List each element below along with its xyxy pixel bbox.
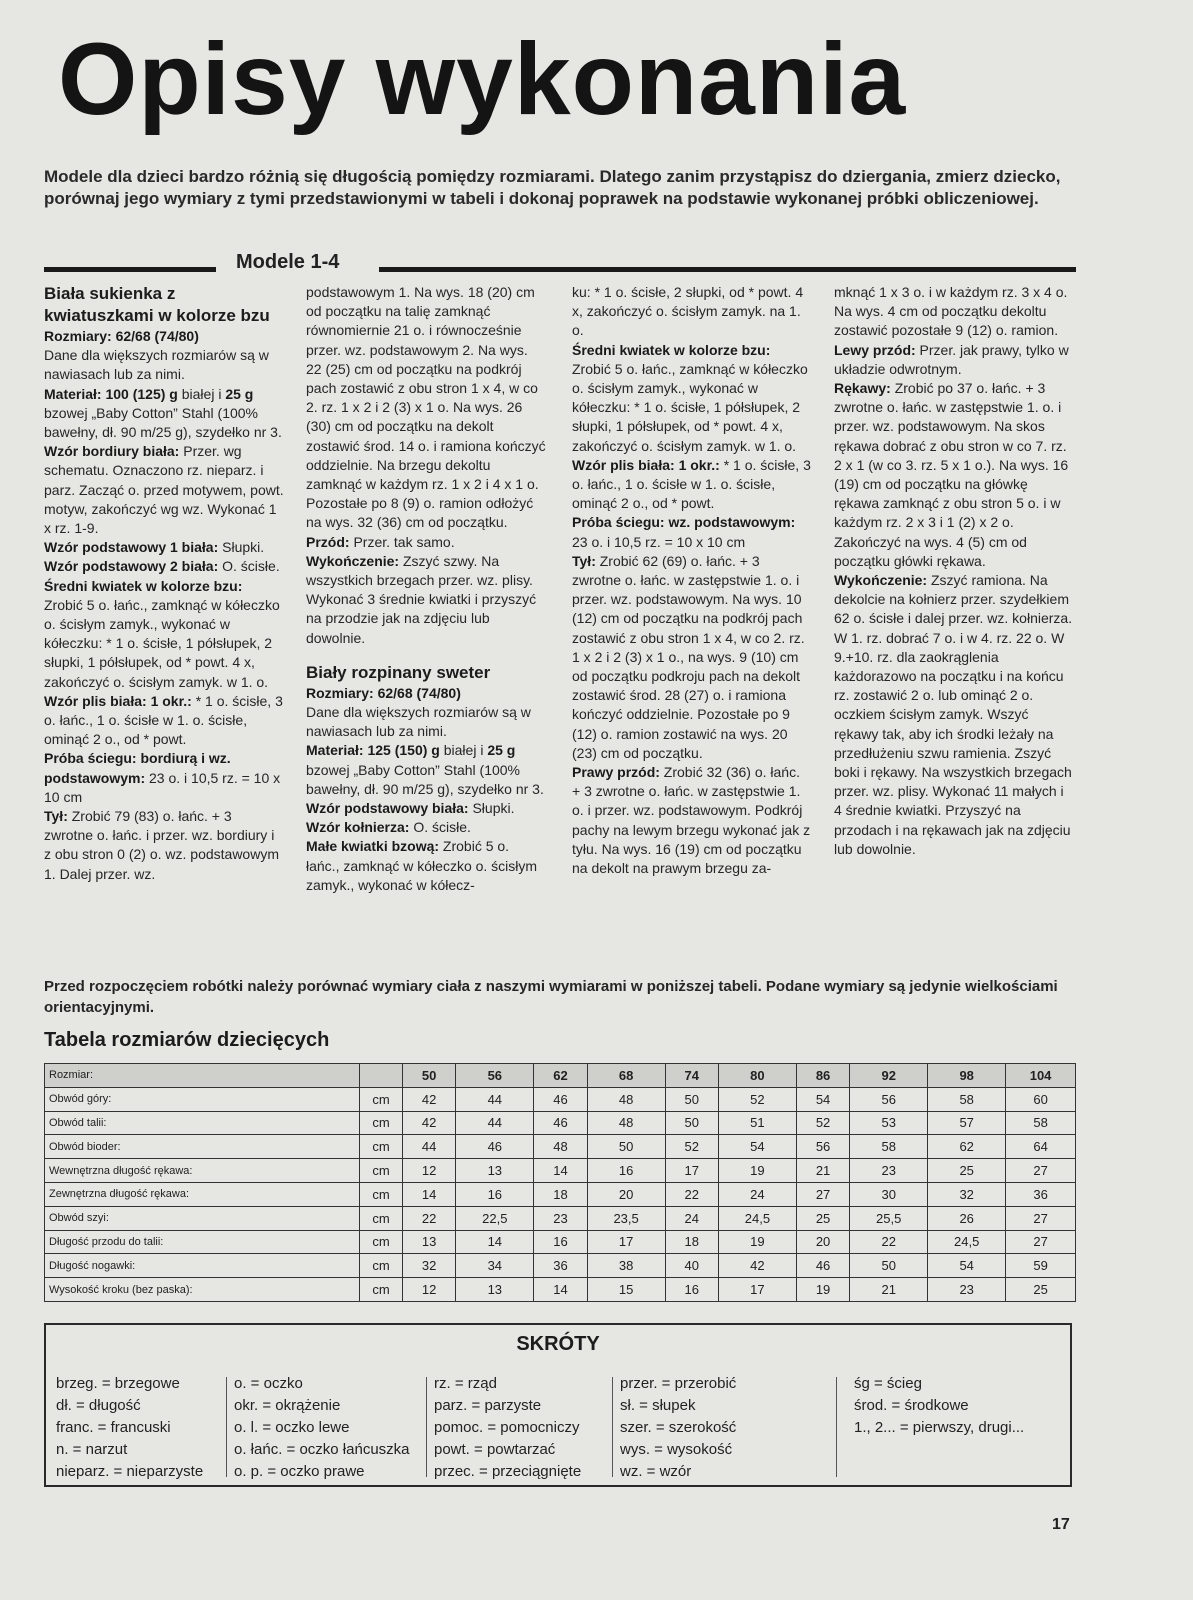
table-cell: 52 <box>796 1111 849 1135</box>
table-cell: 24 <box>718 1182 796 1206</box>
table-cell: 24,5 <box>928 1230 1006 1254</box>
size-header-cell: 80 <box>718 1064 796 1088</box>
abbreviation-item: szer. = szerokość <box>620 1419 737 1436</box>
table-cell: 22 <box>665 1182 718 1206</box>
size-header-cell: 68 <box>587 1064 665 1088</box>
abbreviations-title: SKRÓTY <box>516 1333 600 1355</box>
dress-gauge: Próba ściegu: bordiurą i wz. podstawowym: 23 o. i 10,5 rz. = 10 x 10 cm <box>44 750 281 805</box>
abbreviation-item: nieparz. = nieparzyste <box>56 1463 204 1480</box>
table-cell: 44 <box>403 1135 456 1159</box>
table-cell: 19 <box>718 1230 796 1254</box>
sweater-collar-pattern: Wzór kołnierza: O. ścisłe. <box>306 819 471 836</box>
table-row <box>45 1135 1076 1159</box>
table-cell: 46 <box>534 1087 587 1111</box>
table-row <box>45 1254 1076 1278</box>
table-cell: 12 <box>403 1159 456 1183</box>
table-cell: 57 <box>928 1111 1006 1135</box>
table-cell: 20 <box>796 1230 849 1254</box>
table-cell: 15 <box>587 1278 665 1302</box>
table-cell: 64 <box>1006 1135 1076 1159</box>
table-row <box>45 1206 1076 1230</box>
abbreviations-column <box>234 1373 410 1483</box>
table-row <box>45 1182 1076 1206</box>
abbreviations-column <box>854 1373 1024 1439</box>
table-cell: 23 <box>534 1206 587 1230</box>
sweater-finishing: Wykończenie: Zszyć ramiona. Na dekolcie na kołnierz przer. szydełkiem 62 o. ścisłe i dalej przer. wz. kołnierza. W 1. rz. dobrać 7 o. i w 4. rz. 22 o. W 9.+10. rz. dla zaokrąglenia każdorazowo na początku i na końcu rz. zostawić 2 o. lub ominąć 2 o. oczkiem ścisłym zamyk. Wszyć rękawy tak, aby ich środki leżały na przedłużeniu szwu ramienia. Zszyć boki i rękawy. Na wszystkich brzegach przer. wz. plisy. Wykonać 11 małych i 4 średnie kwiatki. Przyszyć na przodach i na rękawach jak na zdjęciu lub dowolnie. <box>834 572 1073 857</box>
abbreviation-item: wys. = wysokość <box>620 1441 733 1458</box>
column-divider <box>612 1377 613 1477</box>
abbreviation-item: wz. = wzór <box>620 1463 692 1480</box>
sweater-sizes: Rozmiary: 62/68 (74/80) <box>306 684 461 701</box>
row-unit: cm <box>360 1278 403 1302</box>
row-label: Zewnętrzna długość rękawa: <box>45 1182 360 1206</box>
size-table-header-row <box>45 1064 1076 1088</box>
table-cell: 50 <box>665 1111 718 1135</box>
abbreviation-item: powt. = powtarzać <box>434 1441 556 1458</box>
table-cell: 56 <box>796 1135 849 1159</box>
section-rule-right <box>379 267 1076 272</box>
abbreviation-item: śg = ścieg <box>854 1375 922 1392</box>
table-cell: 22 <box>403 1206 456 1230</box>
table-cell: 21 <box>796 1159 849 1183</box>
table-row <box>45 1230 1076 1254</box>
table-cell: 36 <box>1006 1182 1076 1206</box>
table-cell: 17 <box>587 1230 665 1254</box>
column-divider <box>226 1377 227 1477</box>
abbreviation-item: okr. = okrążenie <box>234 1397 341 1414</box>
table-cell: 30 <box>850 1182 928 1206</box>
size-header-cell: 92 <box>850 1064 928 1088</box>
intro-paragraph: Modele dla dzieci bardzo różnią się długością pomiędzy rozmiarami. Dlatego zanim przystąpisz do dziergania, zmierz dziecko, porównaj jego wymiary z tymi przedstawionymi w tabeli i dokonaj poprawek na podstawie wykonanej próbki obliczeniowej. <box>44 167 1061 208</box>
row-unit: cm <box>360 1182 403 1206</box>
table-cell: 32 <box>403 1254 456 1278</box>
table-cell: 48 <box>534 1135 587 1159</box>
sweater-base-pattern: Wzór podstawowy biała: Słupki. <box>306 800 515 817</box>
table-cell: 56 <box>850 1087 928 1111</box>
abbreviation-item: o. p. = oczko prawe <box>234 1463 365 1480</box>
sweater-small-flowers: Małe kwiatki bzową: Zrobić 5 o. łańc., zamknąć w kółeczko o. ścisłym zamyk., wykonać w kółecz- <box>306 838 538 893</box>
table-cell: 50 <box>587 1135 665 1159</box>
row-label: Obwód talii: <box>45 1111 360 1135</box>
abbreviation-item: franc. = francuski <box>56 1419 171 1436</box>
dress-finishing: Wykończenie: Zszyć szwy. Na wszystkich brzegach przer. wz. plisy. Wykonać 3 średnie kwiatki i przyszyć na przodzie jak na zdjęciu lub dowolnie. <box>306 552 537 646</box>
row-label: Długość nogawki: <box>45 1254 360 1278</box>
section-label: Modele 1-4 <box>236 251 340 273</box>
table-cell: 40 <box>665 1254 718 1278</box>
page-title: Opisy wykonania <box>58 22 907 136</box>
table-row <box>45 1278 1076 1302</box>
sweater-gauge: Próba ściegu: wz. podstawowym: 23 o. i 10,5 rz. = 10 x 10 cm <box>572 514 796 550</box>
row-unit: cm <box>360 1254 403 1278</box>
size-table-title: Tabela rozmiarów dziecięcych <box>44 1029 330 1051</box>
table-cell: 16 <box>456 1182 534 1206</box>
row-label: Wewnętrzna długość rękawa: <box>45 1159 360 1183</box>
abbreviation-item: przer. = przerobić <box>620 1375 737 1392</box>
table-cell: 25 <box>1006 1278 1076 1302</box>
table-cell: 14 <box>456 1230 534 1254</box>
size-header-cell: 104 <box>1006 1064 1076 1088</box>
article-title-sweater: Biały rozpinany sweter <box>306 662 491 682</box>
table-cell: 17 <box>665 1159 718 1183</box>
sweater-size-note: Dane dla większych rozmiarów są w nawiasach lub za nimi. <box>306 704 531 740</box>
abbreviation-item: 1., 2... = pierwszy, drugi... <box>854 1419 1025 1436</box>
sweater-material: Materiał: 125 (150) g białej i 25 g bzowej „Baby Cotton” Stahl (100% bawełny, dł. 90 m/25 g), szydełko nr 3. <box>306 742 544 797</box>
size-note: Przed rozpoczęciem robótki należy porównać wymiary ciała z naszymi wymiarami w poniższej tabeli. Podane wymiary są jedynie wielkościami orientacyjnymi. <box>44 978 1058 1016</box>
dress-base-pattern-1: Wzór podstawowy 1 biała: Słupki. <box>44 539 265 556</box>
text-column-1 <box>44 283 284 884</box>
table-cell: 14 <box>534 1278 587 1302</box>
dress-back-cont: podstawowym 1. Na wys. 18 (20) cm od początku na talię zamknąć równomiernie 21 o. i równocześnie przer. wz. podstawowym 2. Na wys. 22 (25) cm od początku na podkrój pach zostawić z obu stron 1 x 4, w co 2. rz. 1 x 2 i 2 (3) x 1 o. Na wys. 26 (30) cm od początku na dekolt zostawić środ. 14 o. i ramiona kończyć oddzielnie. Na brzegu dekoltu zamknąć w każdym rz. 1 x 2 i 4 x 1 o. Pozostałe po 8 (9) o. ramion odłożyć na wys. 32 (36) cm od początku. <box>306 284 546 531</box>
abbreviation-item: sł. = słupek <box>620 1397 696 1414</box>
table-cell: 60 <box>1006 1087 1076 1111</box>
size-header-cell: 74 <box>665 1064 718 1088</box>
sweater-right-front-cont: mknąć 1 x 3 o. i w każdym rz. 3 x 4 o. Na wys. 4 cm od początku dekoltu zostawić pozostałe 9 (12) o. ramion. <box>834 284 1068 339</box>
table-cell: 23,5 <box>587 1206 665 1230</box>
table-cell: 12 <box>403 1278 456 1302</box>
section-rule-left <box>44 267 216 272</box>
table-cell: 44 <box>456 1087 534 1111</box>
dress-front: Przód: Przer. tak samo. <box>306 533 455 550</box>
table-cell: 24 <box>665 1206 718 1230</box>
table-cell: 25 <box>796 1206 849 1230</box>
table-cell: 59 <box>1006 1254 1076 1278</box>
table-cell: 48 <box>587 1111 665 1135</box>
column-divider <box>836 1377 837 1477</box>
row-label: Obwód bioder: <box>45 1135 360 1159</box>
abbreviation-item: o. = oczko <box>234 1375 303 1392</box>
size-header-cell: 50 <box>403 1064 456 1088</box>
table-cell: 19 <box>796 1278 849 1302</box>
abbreviation-item: rz. = rząd <box>434 1375 497 1392</box>
table-cell: 18 <box>534 1182 587 1206</box>
row-label: Długość przodu do talii: <box>45 1230 360 1254</box>
table-row <box>45 1159 1076 1183</box>
sweater-right-front: Prawy przód: Zrobić 32 (36) o. łańc. + 3 zwrotne o. łańc. w zastępstwie 1. o. i przer. wz. podstawowym. Podkrój pachy na lewym brzegu wykonać jak z tyłu. Na wys. 16 (19) cm od początku na dekolt na prawym brzegu za- <box>572 764 811 877</box>
abbreviation-item: pomoc. = pomocniczy <box>434 1419 580 1436</box>
row-unit: cm <box>360 1135 403 1159</box>
table-cell: 27 <box>1006 1230 1076 1254</box>
size-header-cell: 56 <box>456 1064 534 1088</box>
dress-border-pattern: Wzór bordiury biała: Przer. wg schematu. Oznaczono rz. nieparz. i parz. Zacząć o. przed motywem, powt. motyw, zakończyć wg wz. Wykonać 1 x rz. 1-9. <box>44 443 284 537</box>
table-cell: 20 <box>587 1182 665 1206</box>
table-cell: 34 <box>456 1254 534 1278</box>
table-cell: 46 <box>534 1111 587 1135</box>
table-cell: 46 <box>796 1254 849 1278</box>
table-cell: 16 <box>534 1230 587 1254</box>
column-divider <box>426 1377 427 1477</box>
dress-sizes: Rozmiary: 62/68 (74/80) <box>44 328 199 344</box>
table-cell: 36 <box>534 1254 587 1278</box>
row-label: Wysokość kroku (bez paska): <box>45 1278 360 1302</box>
table-row <box>45 1087 1076 1111</box>
abbreviation-item: środ. = środkowe <box>854 1397 969 1414</box>
table-cell: 13 <box>403 1230 456 1254</box>
table-cell: 25 <box>928 1159 1006 1183</box>
table-cell: 16 <box>587 1159 665 1183</box>
abbreviation-item: n. = narzut <box>56 1441 128 1458</box>
table-cell: 26 <box>928 1206 1006 1230</box>
row-label: Obwód szyi: <box>45 1206 360 1230</box>
table-cell: 19 <box>718 1159 796 1183</box>
table-cell: 48 <box>587 1087 665 1111</box>
row-unit: cm <box>360 1230 403 1254</box>
abbreviation-item: przec. = przeciągnięte <box>434 1463 582 1480</box>
text-column-4 <box>834 283 1074 859</box>
abbreviations-column <box>620 1373 736 1483</box>
table-cell: 50 <box>850 1254 928 1278</box>
table-cell: 46 <box>456 1135 534 1159</box>
table-cell: 13 <box>456 1278 534 1302</box>
table-cell: 53 <box>850 1111 928 1135</box>
table-cell: 22 <box>850 1230 928 1254</box>
sweater-left-front: Lewy przód: Przer. jak prawy, tylko w układzie odwrotnym. <box>834 341 1069 377</box>
table-cell: 18 <box>665 1230 718 1254</box>
table-cell: 24,5 <box>718 1206 796 1230</box>
abbreviation-item: dł. = długość <box>56 1397 141 1414</box>
sweater-plis: Wzór plis biała: 1 okr.: * 1 o. ścisłe, 3 o. łańc., 1 o. ścisłe w 1. o. ścisłe, ominąć 2 o., od * powt. <box>572 456 811 512</box>
size-table-body <box>45 1064 1076 1302</box>
table-cell: 54 <box>718 1135 796 1159</box>
abbreviations-column <box>434 1373 581 1483</box>
dress-flower: Średni kwiatek w kolorze bzu: Zrobić 5 o. łańc., zamknąć w kółeczko o. ścisłym zamyk., wykonać w kółeczku: * 1 o. ścisłe, 1 półsłupek, 2 słupki, 1 półsłupek, od * powt. 4 x, zakończyć o. ścisłym zamyk. w 1. o. <box>44 577 280 690</box>
table-cell: 51 <box>718 1111 796 1135</box>
row-unit: cm <box>360 1159 403 1183</box>
row-unit: cm <box>360 1087 403 1111</box>
abbreviations-column <box>56 1373 203 1483</box>
size-table <box>44 1063 1076 1302</box>
size-header-cell: 86 <box>796 1064 849 1088</box>
table-cell: 42 <box>403 1111 456 1135</box>
abbreviation-item: brzeg. = brzegowe <box>56 1375 180 1392</box>
abbreviations-box <box>44 1323 1072 1487</box>
table-cell: 54 <box>796 1087 849 1111</box>
table-cell: 52 <box>665 1135 718 1159</box>
table-cell: 27 <box>1006 1159 1076 1183</box>
sweater-medium-flower: Średni kwiatek w kolorze bzu: Zrobić 5 o. łańc., zamknąć w kółeczko o. ścisłym zamyk., wykonać w kółeczku: * 1 o. ścisłe, 1 półsłupek, 2 słupki, 1 półsłupek, od * powt. 4 x, zakończyć o. ścisłym zamyk. w 1. o. <box>572 341 808 454</box>
abbreviation-item: o. łańc. = oczko łańcuszka <box>234 1441 410 1458</box>
table-cell: 32 <box>928 1182 1006 1206</box>
sweater-sleeves: Rękawy: Zrobić po 37 o. łańc. + 3 zwrotne o. łańc. w zastępstwie 1. o. i przer. wz. podstawowym. Na skos rękawa dobrać z obu stron w co 7. rz. 2 x 1 (w co 3. rz. 5 x 1 o.). Na wys. 16 (19) cm od początku na główkę rękawa zamknąć z obu stron 5 o. i w każdym rz. 2 x 3 i 1 (2) x 2 o. Zakończyć na wys. 4 (5) cm od początku główki rękawa. <box>834 380 1069 569</box>
row-label: Obwód góry: <box>45 1087 360 1111</box>
abbreviation-item: parz. = parzyste <box>434 1397 542 1414</box>
row-unit: cm <box>360 1206 403 1230</box>
table-cell: 62 <box>928 1135 1006 1159</box>
dress-size-note: Dane dla większych rozmiarów są w nawiasach lub za nimi. <box>44 347 269 383</box>
table-cell: 50 <box>665 1087 718 1111</box>
table-cell: 58 <box>850 1135 928 1159</box>
table-cell: 52 <box>718 1087 796 1111</box>
table-cell: 44 <box>456 1111 534 1135</box>
text-column-2 <box>306 283 546 895</box>
text-column-3 <box>572 283 812 878</box>
table-cell: 17 <box>718 1278 796 1302</box>
size-header-cell: 98 <box>928 1064 1006 1088</box>
table-cell: 38 <box>587 1254 665 1278</box>
row-unit: cm <box>360 1111 403 1135</box>
table-cell: 27 <box>796 1182 849 1206</box>
table-cell: 42 <box>718 1254 796 1278</box>
dress-plis: Wzór plis biała: 1 okr.: * 1 o. ścisłe, 3 o. łańc., 1 o. ścisłe w 1. o. ścisłe, ominąć 2 o., od * powt. <box>44 692 283 748</box>
dress-material: Materiał: 100 (125) g białej i 25 g bzowej „Baby Cotton” Stahl (100% bawełny, dł. 90 m/25 g), szydełko nr 3. <box>44 385 282 441</box>
article-title-dress: Biała sukienka z kwiatuszkami w kolorze bzu <box>44 284 270 325</box>
section-header <box>44 251 1076 281</box>
table-cell: 58 <box>928 1087 1006 1111</box>
size-header-unit <box>360 1064 403 1088</box>
table-cell: 25,5 <box>850 1206 928 1230</box>
dress-base-pattern-2: Wzór podstawowy 2 biała: O. ścisłe. <box>44 558 280 575</box>
table-cell: 54 <box>928 1254 1006 1278</box>
table-cell: 23 <box>928 1278 1006 1302</box>
table-cell: 14 <box>403 1182 456 1206</box>
sweater-small-flowers-cont: ku: * 1 o. ścisłe, 2 słupki, od * powt. 4 x, zakończyć o. ścisłym zamyk. na 1. o. <box>572 284 804 339</box>
page-number: 17 <box>1052 1516 1070 1533</box>
table-cell: 22,5 <box>456 1206 534 1230</box>
abbreviation-item: o. l. = oczko lewe <box>234 1419 350 1436</box>
table-cell: 27 <box>1006 1206 1076 1230</box>
table-cell: 21 <box>850 1278 928 1302</box>
size-header-cell: 62 <box>534 1064 587 1088</box>
table-cell: 13 <box>456 1159 534 1183</box>
table-row <box>45 1111 1076 1135</box>
table-cell: 16 <box>665 1278 718 1302</box>
table-cell: 14 <box>534 1159 587 1183</box>
sweater-back: Tył: Zrobić 62 (69) o. łańc. + 3 zwrotne o. łańc. w zastępstwie 1. o. i przer. wz. podstawowym. Na wys. 10 (12) cm od początku na podkrój pach zostawić z obu stron 1 x 4, w co 2. rz. 1 x 2 i 2 (3) x 1 o., na wys. 9 (10) cm od początku podkroju pach na dekolt zostawić środ. 28 (27) o. i ramiona kończyć oddzielnie. Pozostałe po 9 (12) o. ramion zostawić na wys. 20 (23) cm od początku. <box>572 552 805 761</box>
table-cell: 42 <box>403 1087 456 1111</box>
size-header-label: Rozmiar: <box>45 1064 360 1088</box>
table-cell: 23 <box>850 1159 928 1183</box>
table-cell: 58 <box>1006 1111 1076 1135</box>
dress-back: Tył: Zrobić 79 (83) o. łańc. + 3 zwrotne o. łańc. i przer. wz. bordiury i z obu stron 0 (2) o. wz. podstawowym 1. Dalej przer. wz. <box>44 808 279 882</box>
